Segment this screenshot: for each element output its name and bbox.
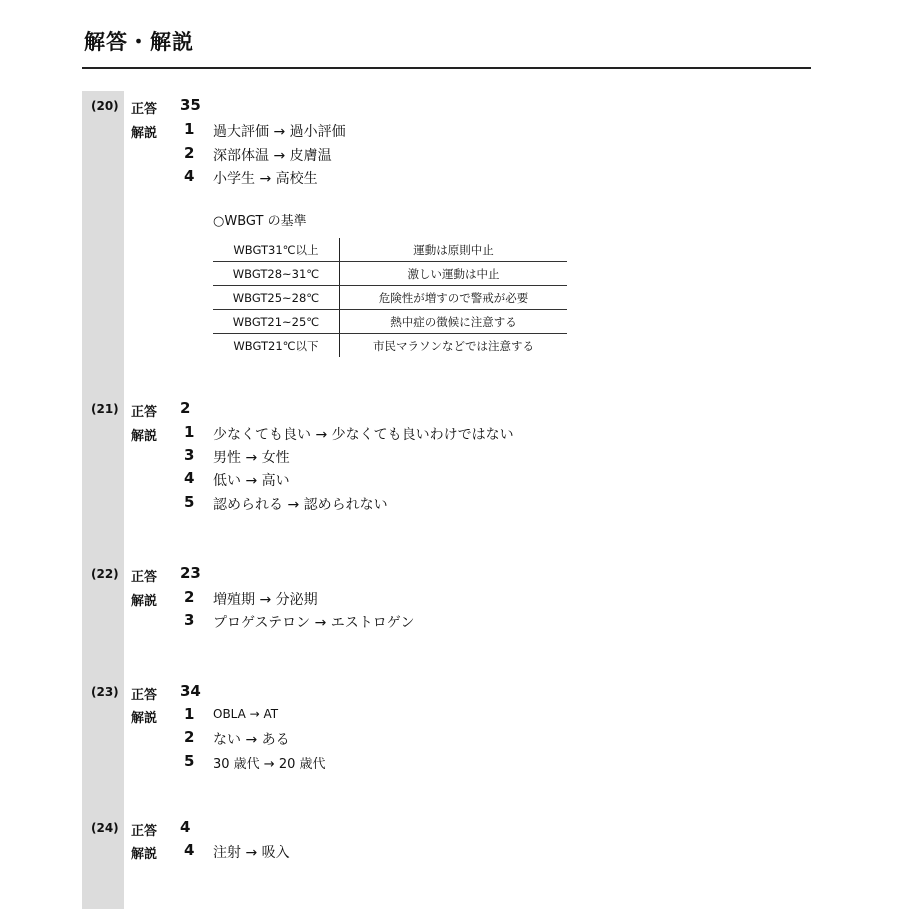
correct-answer-label: 正答 [131, 570, 158, 585]
explanation-item-number: 4 [184, 841, 195, 859]
explanation-item-number: 1 [184, 705, 195, 723]
explanation-item-number: 4 [184, 167, 195, 185]
explanation-item-text: OBLA → AT [213, 707, 279, 721]
explanation-item-text: 男性 → 女性 [213, 450, 290, 466]
correct-answer-label: 正答 [131, 102, 158, 117]
explanation-item-number: 2 [184, 144, 195, 162]
wbgt-range-cell: WBGT31℃以上 [213, 238, 340, 262]
wbgt-guide-cell: 運動は原則中止 [340, 238, 568, 262]
correct-answer-value: 4 [180, 818, 191, 836]
correct-answer-value: 35 [180, 96, 201, 114]
wbgt-range-cell: WBGT21℃以下 [213, 334, 340, 358]
table-row [213, 334, 567, 358]
wbgt-range-cell: WBGT28~31℃ [213, 262, 340, 286]
explanation-item-number: 5 [184, 493, 195, 511]
explanation-label: 解説 [131, 594, 158, 609]
explanation-item-number: 5 [184, 752, 195, 770]
table-row [213, 286, 567, 310]
explanation-item-number: 3 [184, 611, 195, 629]
correct-answer-value: 34 [180, 682, 201, 700]
explanation-item-text: 過大評価 → 過小評価 [213, 124, 346, 140]
explanation-item-number: 4 [184, 469, 195, 487]
explanation-item-text: ない → ある [213, 732, 290, 748]
correct-answer-value: 2 [180, 399, 191, 417]
table-row [213, 238, 567, 262]
explanation-label: 解説 [131, 847, 158, 862]
question-number-gutter [82, 91, 124, 909]
page-title: 解答・解説 [84, 30, 194, 54]
explanation-label: 解説 [131, 429, 158, 444]
explanation-item-text: 少なくても良い → 少なくても良いわけではない [213, 427, 514, 443]
explanation-item-text: 低い → 高い [213, 473, 290, 489]
explanation-item-text: プロゲステロン → エストロゲン [213, 615, 415, 631]
wbgt-range-cell: WBGT25~28℃ [213, 286, 340, 310]
wbgt-guide-cell: 市民マラソンなどでは注意する [373, 338, 534, 353]
explanation-label: 解説 [131, 126, 158, 141]
explanation-item-text: 深部体温 → 皮膚温 [213, 148, 332, 164]
correct-answer-value: 23 [180, 564, 201, 582]
explanation-label: 解説 [131, 711, 158, 726]
correct-answer-label: 正答 [131, 824, 158, 839]
wbgt-criteria-table [213, 238, 567, 357]
question-number: (22) [91, 567, 119, 581]
question-number: (23) [91, 685, 119, 699]
explanation-item-number: 3 [184, 446, 195, 464]
wbgt-range-cell: WBGT21~25℃ [213, 310, 340, 334]
explanation-item-text: 認められる → 認められない [213, 497, 388, 513]
explanation-item-text: 増殖期 → 分泌期 [213, 592, 318, 608]
correct-answer-label: 正答 [131, 688, 158, 703]
correct-answer-label: 正答 [131, 405, 158, 420]
explanation-item-number: 1 [184, 120, 195, 138]
question-number: (20) [91, 99, 119, 113]
explanation-item-number: 2 [184, 588, 195, 606]
wbgt-guide-cell: 熱中症の徴候に注意する [340, 310, 568, 334]
explanation-item-text: 小学生 → 高校生 [213, 171, 318, 187]
question-number: (21) [91, 402, 119, 416]
explanation-item-number: 1 [184, 423, 195, 441]
explanation-item-number: 2 [184, 728, 195, 746]
explanation-item-text: 30 歳代 → 20 歳代 [213, 757, 326, 772]
wbgt-table-title: ○WBGT の基準 [213, 214, 307, 229]
wbgt-guide-cell: 激しい運動は中止 [340, 262, 568, 286]
explanation-item-text: 注射 → 吸入 [213, 845, 290, 861]
table-row [213, 310, 567, 334]
wbgt-guide-cell: 危険性が増すので警戒が必要 [340, 286, 568, 310]
title-divider [82, 67, 811, 69]
question-number: (24) [91, 821, 119, 835]
table-row [213, 262, 567, 286]
